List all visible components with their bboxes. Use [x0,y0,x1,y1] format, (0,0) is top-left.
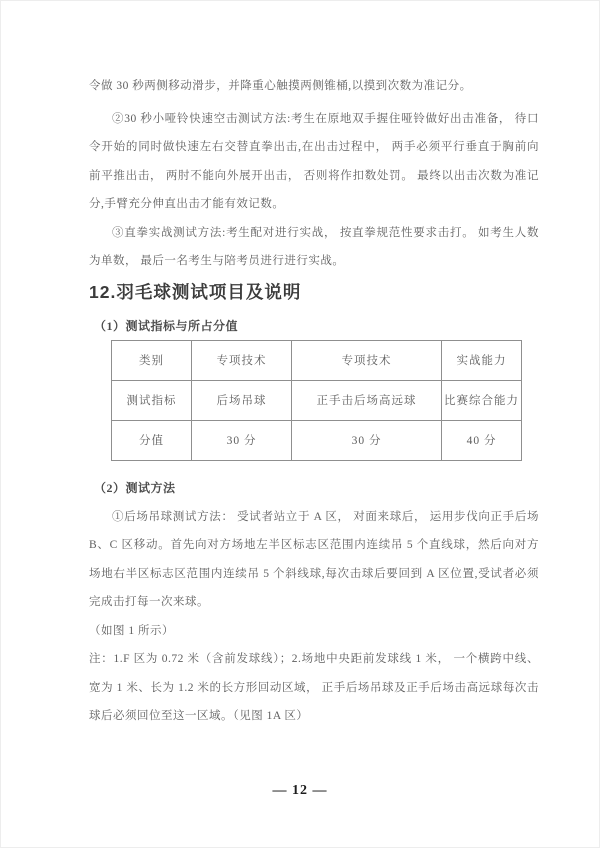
table-row-category [112,340,522,380]
table-row-score [112,420,522,460]
table-row-indicator [112,380,522,420]
table-cell: 后场吊球 [192,380,292,420]
paragraph-note: 注：1.F 区为 0.72 米（含前发球线）；2.场地中央距前发球线 1 米， 一个横跨中线、宽为 1 米、长为 1.2 米的长方形回动区域， 正手后场吊球及正手后场击高远球每次击球后必须回位至这一区域。（见图 1A 区） [89,653,539,722]
figure-reference: （如图 1 所示） [89,624,174,637]
score-table [111,340,522,461]
table-cell: 实战能力 [442,340,522,380]
drop-shot-method-text: ①后场吊球测试方法： 受试者站立于 A 区， 对面来球后， 运用步伐向正手后场 B、C 区移动。首先向对方场地左半区标志区范围内连续吊 5 个直线球，然后向对方场地右半区标志区范围内连续吊 5 个斜线球,每次击球后要回到 A 区位置,受试者必须完成击打每一次来球。 [89,510,539,608]
section-heading-badminton: 12.羽毛球测试项目及说明 [89,281,302,302]
table-cell: 测试指标 [112,380,192,420]
page-number: — 12 — [272,783,328,798]
table-cell: 比赛综合能力 [442,380,522,420]
paragraph-slide-step: 令做 30 秒两侧移动滑步，并降重心触摸两侧锥桶,以摸到次数为准记分。 [89,80,472,92]
sub-heading-indicators: （1）测试指标与所占分值 [94,318,239,333]
table-cell: 30 分 [192,420,292,460]
table-cell: 正手击后场高远球 [292,380,442,420]
table-cell: 类别 [112,340,192,380]
table-cell: 30 分 [292,420,442,460]
table-cell: 分值 [112,420,192,460]
table-cell: 专项技术 [292,340,442,380]
paragraph-drop-shot-method [89,503,539,646]
sub-heading-method: （2）测试方法 [94,480,176,495]
table-cell: 40 分 [442,420,522,460]
paragraph-dumbbell-test: ②30 秒小哑铃快速空击测试方法:考生在原地双手握住哑铃做好出击准备， 待口令开始的同时做快速左右交替直拳出击,在出击过程中， 两手必须平行垂直于胸前向前平推出击， 两肘不能向外展开出击， 否则将作扣数处罚。 最终以出击次数为准记分,手臂充分伸直出击才能有效记数。 [89,112,539,210]
page-content [1,1,599,731]
table-cell: 专项技术 [192,340,292,380]
paragraph-straight-punch-test: ③直拳实战测试方法:考生配对进行实战， 按直拳规范性要求击打。 如考生人数为单数， 最后一名考生与陪考员进行进行实战。 [89,226,539,267]
